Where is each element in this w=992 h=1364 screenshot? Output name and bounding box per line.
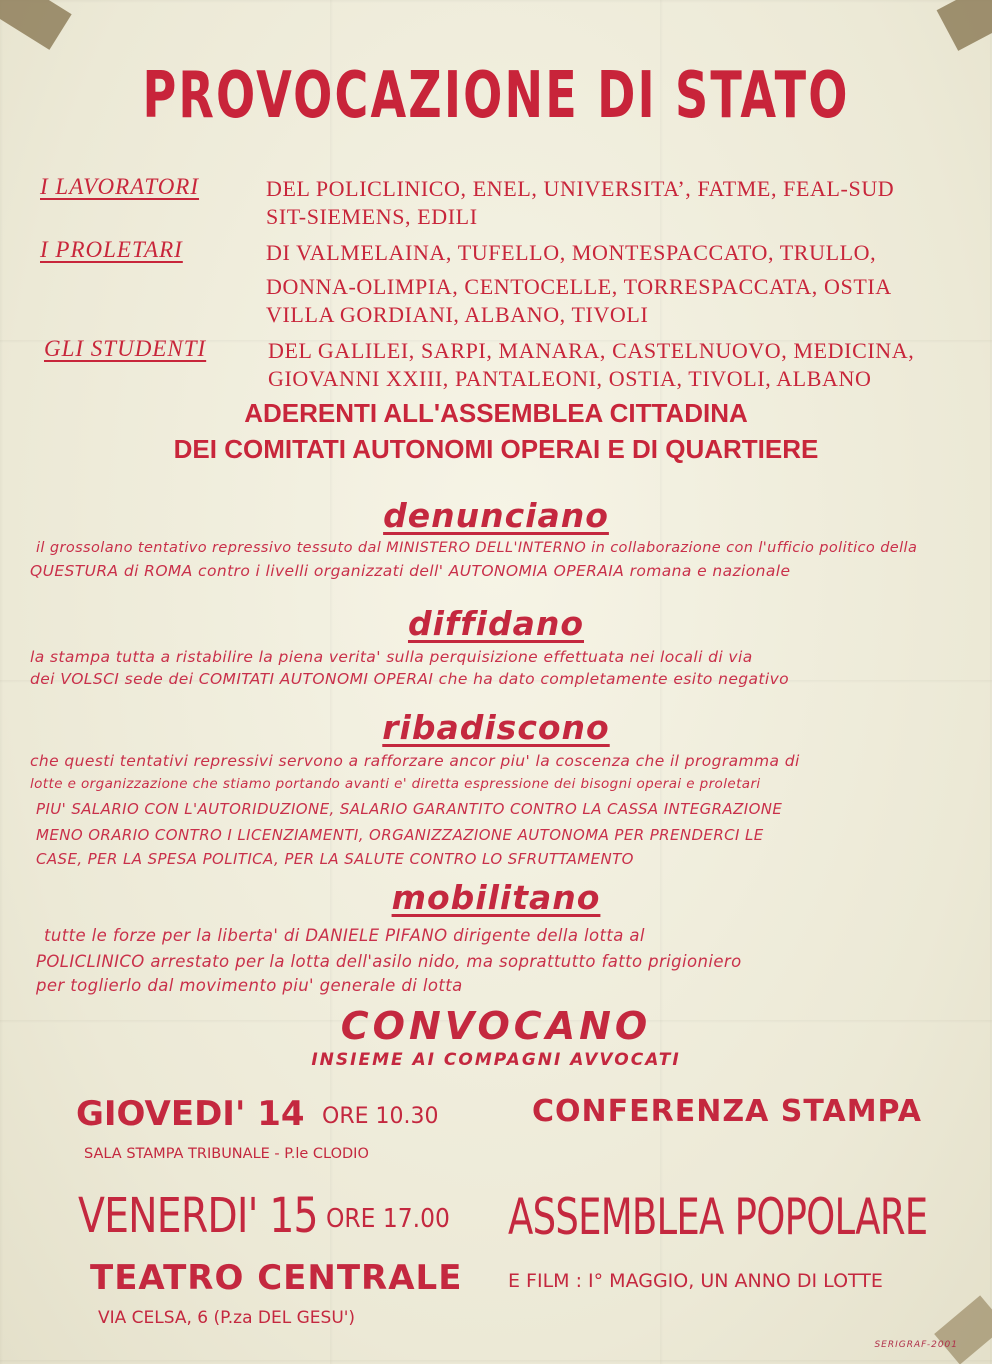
verb-ribadiscono: ribadiscono [382,708,610,747]
convocano-heading: CONVOCANO [340,1004,652,1048]
tape-top-right [937,0,992,51]
poster-title: PROVOCAZIONE DI STATO [142,59,850,133]
event-1-time: ORE 10.30 [322,1104,439,1129]
body-line: lotte e organizzazione che stiamo portando avanti e' diretta espressione dei bisogni operai e proletari [30,776,761,792]
body-line: che questi tentativi repressivi servono a rafforzare ancor piu' la coscenza che il programma di [30,752,800,770]
tape-top-left [0,0,72,50]
event-2-address: VIA CELSA, 6 (P.za DEL GESU') [98,1308,356,1328]
group-line: GIOVANNI XXIII, PANTALEONI, OSTIA, TIVOLI, ALBANO [268,366,872,391]
event-2-extra: E FILM : I° MAGGIO, UN ANNO DI LOTTE [508,1270,883,1292]
body-line: MENO ORARIO CONTRO I LICENZIAMENTI, ORGANIZZAZIONE AUTONOMA PER PRENDERCI LE [36,826,764,844]
body-line: PIU' SALARIO CON L'AUTORIDUZIONE, SALARIO GARANTITO CONTRO LA CASSA INTEGRAZIONE [36,800,783,818]
group-label-proletari: I PROLETARI [40,237,183,262]
group-label-studenti: GLI STUDENTI [44,336,207,361]
verb-mobilitano: mobilitano [391,878,601,917]
printer-signature: SERIGRAF-2001 [874,1340,958,1350]
event-1-what: CONFERENZA STAMPA [532,1094,922,1129]
group-line: DI VALMELAINA, TUFELLO, MONTESPACCATO, TRULLO, [266,240,877,265]
event-2-what: ASSEMBLEA POPOLARE [508,1188,928,1246]
group-line: DEL GALILEI, SARPI, MANARA, CASTELNUOVO, MEDICINA, [268,338,915,363]
tape-bottom-right [934,1295,992,1364]
group-line: SIT-SIEMENS, EDILI [266,204,478,229]
group-line: DONNA-OLIMPIA, CENTOCELLE, TORRESPACCATA, OSTIA [266,274,892,299]
body-line: tutte le forze per la liberta' di DANIELE PIFANO dirigente della lotta al [44,926,645,945]
assembly-line-1: ADERENTI ALL'ASSEMBLEA CITTADINA [244,398,748,428]
event-2-place: TEATRO CENTRALE [90,1258,463,1298]
body-line: la stampa tutta a ristabilire la piena verita' sulla perquisizione effettuata nei locali di via [30,648,753,666]
verb-denunciano: denunciano [383,496,609,535]
group-line: VILLA GORDIANI, ALBANO, TIVOLI [266,302,649,327]
convocano-subheading: INSIEME AI COMPAGNI AVVOCATI [311,1050,681,1070]
verb-diffidano: diffidano [407,604,584,643]
group-line: DEL POLICLINICO, ENEL, UNIVERSITA’, FATME, FEAL-SUD [266,176,895,201]
event-2-day: VENERDI' 15 [78,1188,318,1244]
event-1-day: GIOVEDI' 14 [76,1094,305,1134]
assembly-line-2: DEI COMITATI AUTONOMI OPERAI E DI QUARTIERE [173,434,819,464]
body-line: per toglierlo dal movimento piu' generale di lotta [36,976,463,995]
event-1-place: SALA STAMPA TRIBUNALE - P.le CLODIO [84,1146,369,1162]
body-line: il grossolano tentativo repressivo tessuto dal MINISTERO DELL'INTERNO in collaborazione con l'ufficio politico della [36,540,918,556]
group-label-lavoratori: I LAVORATORI [40,174,200,199]
event-2-time: ORE 17.00 [326,1204,450,1234]
body-line: POLICLINICO arrestato per la lotta dell'asilo nido, ma soprattutto fatto prigioniero [36,952,742,971]
body-line: QUESTURA di ROMA contro i livelli organizzati dell' AUTONOMIA OPERAIA romana e nazionale [30,562,791,580]
body-line: dei VOLSCI sede dei COMITATI AUTONOMI OPERAI che ha dato completamente esito negativo [30,670,790,688]
body-line: CASE, PER LA SPESA POLITICA, PER LA SALUTE CONTRO LO SFRUTTAMENTO [36,850,634,868]
